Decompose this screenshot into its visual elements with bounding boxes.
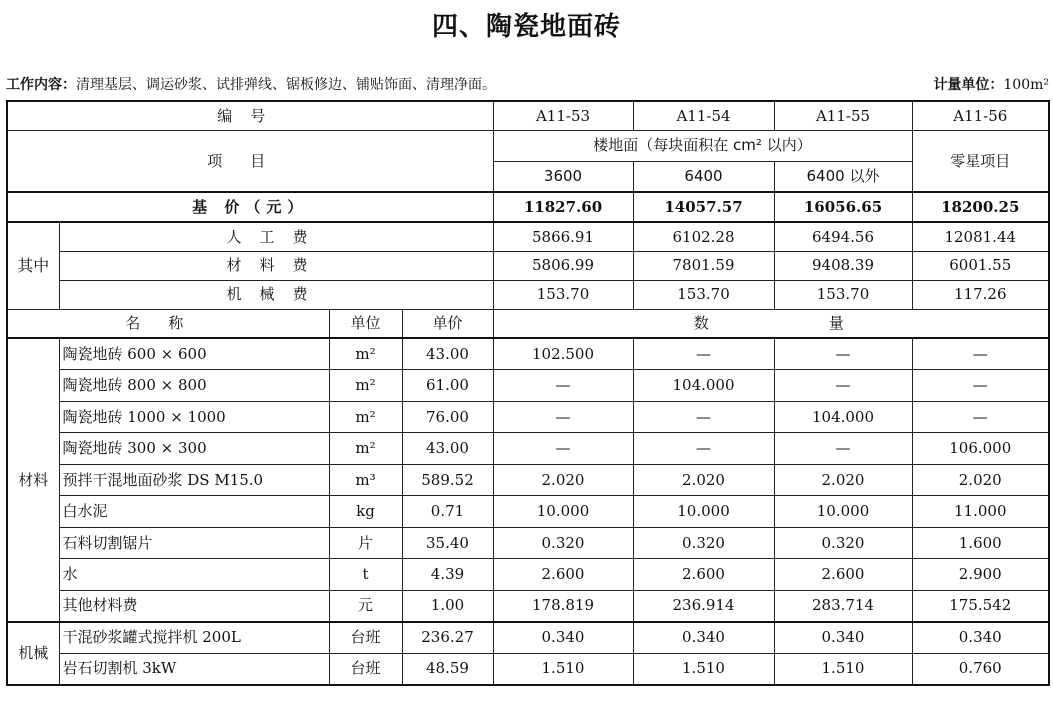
code-cell: A11-54	[633, 101, 774, 130]
item-row	[7, 130, 1049, 161]
quantity-cell: 1.600	[912, 527, 1049, 559]
cost-cell: 153.70	[774, 280, 912, 309]
row-name-cell: 陶瓷地砖 600 × 600	[59, 338, 329, 370]
quantity-cell: —	[912, 338, 1049, 370]
table-row	[7, 338, 1049, 370]
quantity-cell: —	[633, 433, 774, 465]
quantity-cell: 2.020	[493, 464, 633, 496]
quantity-cell: 2.600	[493, 559, 633, 591]
base-price-cell: 16056.65	[774, 192, 912, 222]
quantity-cell: 1.510	[493, 653, 633, 685]
table-row	[7, 622, 1049, 654]
cost-cell: 6001.55	[912, 251, 1049, 280]
quantity-cell: —	[912, 370, 1049, 402]
row-price-cell: 61.00	[402, 370, 493, 402]
quantity-cell: 0.320	[774, 527, 912, 559]
row-name-cell: 岩石切割机 3kW	[59, 653, 329, 685]
quantity-cell: 0.320	[633, 527, 774, 559]
work-content	[6, 74, 496, 94]
misc-item-header: 零星项目	[912, 130, 1049, 192]
table-row	[7, 653, 1049, 685]
cost-cell: 153.70	[633, 280, 774, 309]
cost-row	[7, 280, 1049, 309]
quantity-cell: 175.542	[912, 590, 1049, 622]
row-price-cell: 35.40	[402, 527, 493, 559]
base-price-label: 基 价（元）	[7, 192, 493, 222]
row-name-cell: 陶瓷地砖 300 × 300	[59, 433, 329, 465]
quantity-cell: 2.600	[633, 559, 774, 591]
code-cell: A11-56	[912, 101, 1049, 130]
row-unit-cell: 台班	[329, 653, 402, 685]
row-name-cell: 石料切割锯片	[59, 527, 329, 559]
quantity-cell: 2.600	[774, 559, 912, 591]
row-unit-cell: 元	[329, 590, 402, 622]
quantity-cell: —	[912, 401, 1049, 433]
cost-row	[7, 222, 1049, 251]
row-unit-cell: 片	[329, 527, 402, 559]
quantity-cell: 178.819	[493, 590, 633, 622]
row-unit-cell: m²	[329, 338, 402, 370]
table-row	[7, 370, 1049, 402]
base-price-cell: 14057.57	[633, 192, 774, 222]
quantity-cell: 1.510	[774, 653, 912, 685]
cost-cell: 5866.91	[493, 222, 633, 251]
quantity-cell: 236.914	[633, 590, 774, 622]
cost-row	[7, 251, 1049, 280]
base-price-cell: 11827.60	[493, 192, 633, 222]
quantity-cell: —	[633, 401, 774, 433]
cost-cell: 7801.59	[633, 251, 774, 280]
quantity-cell: 0.320	[493, 527, 633, 559]
materials-group-label: 材料	[7, 338, 59, 622]
quantity-cell: 10.000	[493, 496, 633, 528]
quantity-cell: 283.714	[774, 590, 912, 622]
floor-group-header: 楼地面（每块面积在 cm² 以内）	[493, 130, 912, 161]
quantity-cell: 2.020	[774, 464, 912, 496]
quantity-cell: —	[774, 338, 912, 370]
measure-unit-value: 100m²	[1003, 77, 1049, 93]
quantity-cell: —	[493, 370, 633, 402]
row-name-cell: 白水泥	[59, 496, 329, 528]
row-name-cell: 干混砂浆罐式搅拌机 200L	[59, 622, 329, 654]
cost-cell: 117.26	[912, 280, 1049, 309]
quantity-cell: 2.020	[912, 464, 1049, 496]
row-price-cell: 0.71	[402, 496, 493, 528]
row-name-cell: 其他材料费	[59, 590, 329, 622]
code-cell: A11-53	[493, 101, 633, 130]
table-row	[7, 559, 1049, 591]
quantity-cell: 11.000	[912, 496, 1049, 528]
unit-column-header: 单位	[329, 309, 402, 338]
table-row	[7, 496, 1049, 528]
cost-label: 人工费	[59, 222, 493, 251]
quantity-header: 数量	[493, 309, 1049, 338]
row-unit-cell: m²	[329, 401, 402, 433]
quantity-cell: 1.510	[633, 653, 774, 685]
cost-cell: 6494.56	[774, 222, 912, 251]
cost-cell: 153.70	[493, 280, 633, 309]
row-name-cell: 陶瓷地砖 800 × 800	[59, 370, 329, 402]
quantity-cell: —	[774, 433, 912, 465]
price-column-header: 单价	[402, 309, 493, 338]
quantity-cell: 0.760	[912, 653, 1049, 685]
row-price-cell: 1.00	[402, 590, 493, 622]
code-row	[7, 101, 1049, 130]
table-row	[7, 590, 1049, 622]
row-price-cell: 48.59	[402, 653, 493, 685]
cost-cell: 6102.28	[633, 222, 774, 251]
quantity-cell: 102.500	[493, 338, 633, 370]
quantity-cell: 106.000	[912, 433, 1049, 465]
code-label: 编号	[7, 101, 493, 130]
row-price-cell: 589.52	[402, 464, 493, 496]
row-price-cell: 4.39	[402, 559, 493, 591]
cost-cell: 5806.99	[493, 251, 633, 280]
table-row	[7, 401, 1049, 433]
row-name-cell: 水	[59, 559, 329, 591]
row-name-cell: 预拌干混地面砂浆 DS M15.0	[59, 464, 329, 496]
cost-cell: 9408.39	[774, 251, 912, 280]
measure-unit-label: 计量单位：	[933, 77, 1004, 93]
code-cell: A11-55	[774, 101, 912, 130]
base-price-cell: 18200.25	[912, 192, 1049, 222]
row-name-cell: 陶瓷地砖 1000 × 1000	[59, 401, 329, 433]
quantity-cell: 10.000	[633, 496, 774, 528]
base-price-row	[7, 192, 1049, 222]
quantity-cell: 0.340	[633, 622, 774, 654]
machinery-group-label: 机械	[7, 622, 59, 685]
row-unit-cell: m²	[329, 433, 402, 465]
work-content-text: 清理基层、调运砂浆、试排弹线、锯板修边、铺贴饰面、清理净面。	[76, 77, 496, 93]
quantity-cell: 104.000	[774, 401, 912, 433]
row-unit-cell: t	[329, 559, 402, 591]
quantity-cell: 2.020	[633, 464, 774, 496]
quantity-cell: —	[774, 370, 912, 402]
of-which-label: 其中	[7, 222, 59, 309]
quantity-cell: —	[493, 433, 633, 465]
size-cell: 6400	[633, 161, 774, 192]
quantity-cell: 104.000	[633, 370, 774, 402]
size-cell: 6400 以外	[774, 161, 912, 192]
row-unit-cell: 台班	[329, 622, 402, 654]
name-column-header: 名称	[7, 309, 329, 338]
quantity-cell: —	[633, 338, 774, 370]
item-label: 项目	[7, 130, 493, 192]
quantity-cell: 0.340	[774, 622, 912, 654]
quota-table	[6, 100, 1050, 686]
row-unit-cell: kg	[329, 496, 402, 528]
quantity-cell: 0.340	[493, 622, 633, 654]
cost-label: 机械费	[59, 280, 493, 309]
cost-label: 材料费	[59, 251, 493, 280]
quantity-cell: 2.900	[912, 559, 1049, 591]
size-cell: 3600	[493, 161, 633, 192]
column-header-row	[7, 309, 1049, 338]
row-price-cell: 76.00	[402, 401, 493, 433]
table-row	[7, 527, 1049, 559]
quantity-cell: 10.000	[774, 496, 912, 528]
row-unit-cell: m²	[329, 370, 402, 402]
page-title: 四、陶瓷地面砖	[431, 12, 621, 42]
row-price-cell: 236.27	[402, 622, 493, 654]
cost-cell: 12081.44	[912, 222, 1049, 251]
quantity-cell: 0.340	[912, 622, 1049, 654]
table-row	[7, 433, 1049, 465]
quantity-cell: —	[493, 401, 633, 433]
row-unit-cell: m³	[329, 464, 402, 496]
measure-unit	[933, 74, 1049, 94]
row-price-cell: 43.00	[402, 433, 493, 465]
table-row	[7, 464, 1049, 496]
row-price-cell: 43.00	[402, 338, 493, 370]
work-content-label: 工作内容：	[6, 77, 76, 93]
